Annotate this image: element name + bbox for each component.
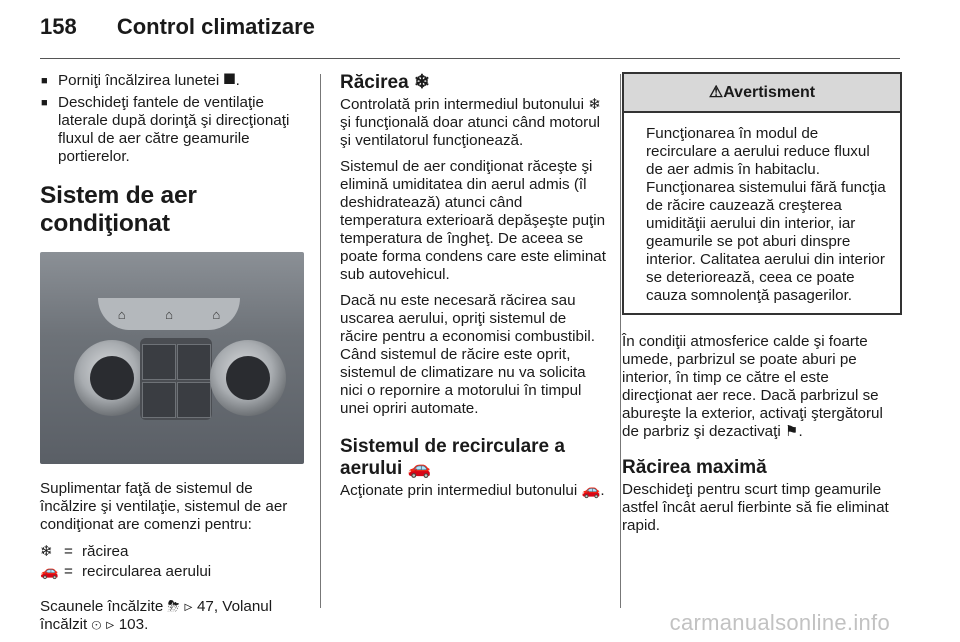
header-rule xyxy=(40,58,900,59)
warning-text: Funcţionarea în modul de recirculare a aerului reduce fluxul de aer admis în habitaclu. Funcţionarea sistemului fără funcţia de răcire cauzează creşterea umidităţii aerului din interior, iar geamurile se pot aburi dinspre interior. Calitatea aerului din interior se deteriorează, ceea ce poate cauza somnolenţă pasagerilor. xyxy=(646,125,886,304)
watermark: carmanualsonline.info xyxy=(669,610,890,635)
temperature-knob xyxy=(210,340,286,416)
column-divider xyxy=(320,74,321,608)
paragraph: Sistemul de aer condiţionat răceşte şi elimină umiditatea din aerul admis (îl deshidratează) atunci când temperatura exterioară depăşeşte puţin temperatura de îngheţ. De aceea se poate forma condens care este eliminat sub autovehicul. xyxy=(340,158,606,283)
legend-cooling: răcirea xyxy=(82,543,129,560)
recirculation-icon: 🚗 xyxy=(40,563,59,580)
page-header xyxy=(40,14,315,40)
paragraph: Acţionate prin intermediul butonului 🚗. xyxy=(340,482,605,499)
vent-icon: ⌂ xyxy=(117,306,126,322)
recirculation-heading: Sistemul de recirculare a aerului 🚗 xyxy=(340,436,565,479)
ac-heading: Sistem de aer condiţionat xyxy=(40,182,197,237)
bullet-list xyxy=(40,72,304,166)
paragraph: Controlată prin intermediul butonului ❄ şi funcţională doar atunci când motorul şi ventilatorul funcţionează. xyxy=(340,96,601,149)
list-item: ■ Porniţi încălzirea lunetei ⯀. xyxy=(40,72,304,90)
paragraph: În condiţii atmosferice calde şi foarte umede, parbrizul se poate aburi pe interior, în timp ce către el este direcţionat aer rece. Dacă parbrizul se abureşte la exterior, activaţi ştergătorul de parbriz şi dezactivaţi ⚑. xyxy=(622,333,883,440)
vent-icon: ⌂ xyxy=(212,306,221,322)
max-cooling-heading: Răcirea maximă xyxy=(622,457,767,478)
column-2 xyxy=(340,72,608,508)
snowflake-icon: ❄ xyxy=(40,543,53,560)
warning-box xyxy=(622,72,902,315)
column-1 xyxy=(40,72,304,642)
page-number: 158 xyxy=(40,14,77,39)
list-item: ■ Deschideţi fantele de ventilaţie laterale după dorinţă şi direcţionaţi fluxul de aer către geamurile portierelor. xyxy=(40,94,304,166)
legend-recirculation: recircularea aerului xyxy=(82,563,212,580)
section-title: Control climatizare xyxy=(116,14,315,39)
column-3 xyxy=(622,72,902,543)
climate-panel-photo xyxy=(40,252,304,464)
paragraph: Dacă nu este necesară răcirea sau uscarea aerului, opriţi sistemul de răcire pentru a economisi combustibil. Când sistemul de răcire este oprit, sistemul de climatizare nu va solicita nici o repornire a motorului în timpul unei opriri automate. xyxy=(340,292,595,417)
vent-button-strip xyxy=(98,298,240,330)
warning-title: ⚠Avertisment xyxy=(624,74,900,113)
center-buttons xyxy=(140,338,212,420)
seats-reference: Scaunele încălzite ⛈ ⊳ 47, Volanul încălzit ⊙ ⊳ 103. xyxy=(40,598,273,633)
cooling-heading: Răcirea ❄ xyxy=(340,72,430,93)
paragraph: Deschideţi pentru scurt timp geamurile astfel încât aerul fierbinte să fie eliminat rapid. xyxy=(622,481,889,534)
legend-table: ❄ = răcirea 🚗 = recircularea aerului xyxy=(40,542,304,582)
fan-knob xyxy=(74,340,150,416)
vent-icon: ⌂ xyxy=(165,306,173,322)
intro-text: Suplimentar faţă de sistemul de încălzire şi ventilaţie, sistemul de aer condiţionat are comenzi pentru: xyxy=(40,480,288,533)
column-divider xyxy=(620,74,621,608)
